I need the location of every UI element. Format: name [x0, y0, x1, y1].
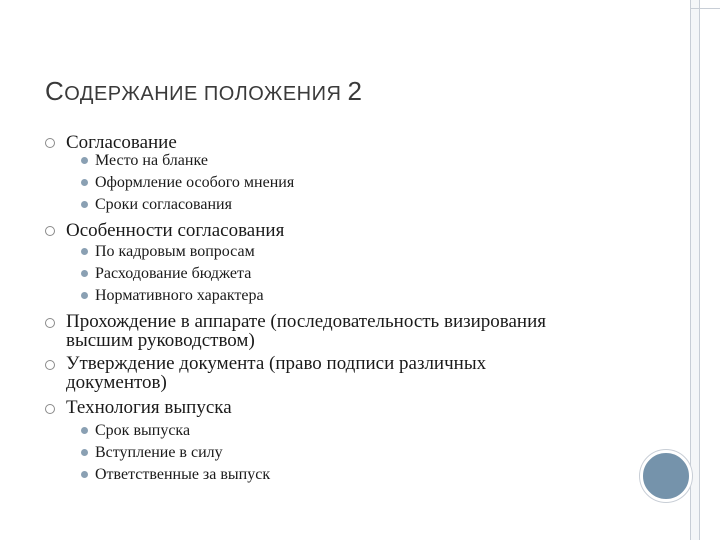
bullet-ring-icon: [45, 226, 55, 236]
sub-list-item: Срок выпуска: [95, 422, 191, 439]
list-item-line: документов): [66, 372, 167, 393]
bullet-ring-icon: [45, 318, 55, 328]
sub-list-item: Нормативного характера: [95, 287, 264, 304]
sub-list-item: Ответственные за выпуск: [95, 466, 271, 483]
bullet-dot-icon: [81, 427, 88, 434]
sub-list-item: Место на бланке: [95, 152, 208, 169]
slide-title: [45, 76, 362, 107]
list-item-line: Утверждение документа (право подписи различных: [66, 353, 487, 374]
title-rest: ОДЕРЖАНИЕ ПОЛОЖЕНИЯ: [64, 83, 348, 105]
bullet-dot-icon: [81, 292, 88, 299]
bullet-ring-icon: [45, 404, 55, 414]
bullet-dot-icon: [81, 179, 88, 186]
bullet-dot-icon: [81, 449, 88, 456]
bullet-dot-icon: [81, 471, 88, 478]
sub-list-item: Вступление в силу: [95, 444, 223, 461]
sub-list-item: Сроки согласования: [95, 196, 232, 213]
title-initial: С: [45, 76, 65, 106]
slide-frame-right: [690, 0, 700, 540]
list-item: Согласование: [66, 132, 177, 153]
sub-list-item: По кадровым вопросам: [95, 243, 255, 260]
list-item-line: Прохождение в аппарате (последовательность визирования: [66, 311, 547, 332]
bullet-dot-icon: [81, 157, 88, 164]
title-number: 2: [347, 76, 363, 106]
decorative-circle: [640, 450, 692, 502]
list-item: Технология выпуска: [66, 397, 232, 418]
bullet-ring-icon: [45, 360, 55, 370]
list-item-line: высшим руководством): [66, 330, 255, 351]
sub-list-item: Расходование бюджета: [95, 265, 252, 282]
slide-frame-line: [690, 8, 720, 9]
bullet-ring-icon: [45, 138, 55, 148]
bullet-dot-icon: [81, 201, 88, 208]
bullet-dot-icon: [81, 248, 88, 255]
bullet-dot-icon: [81, 270, 88, 277]
sub-list-item: Оформление особого мнения: [95, 174, 295, 191]
list-item: Особенности согласования: [66, 220, 285, 241]
